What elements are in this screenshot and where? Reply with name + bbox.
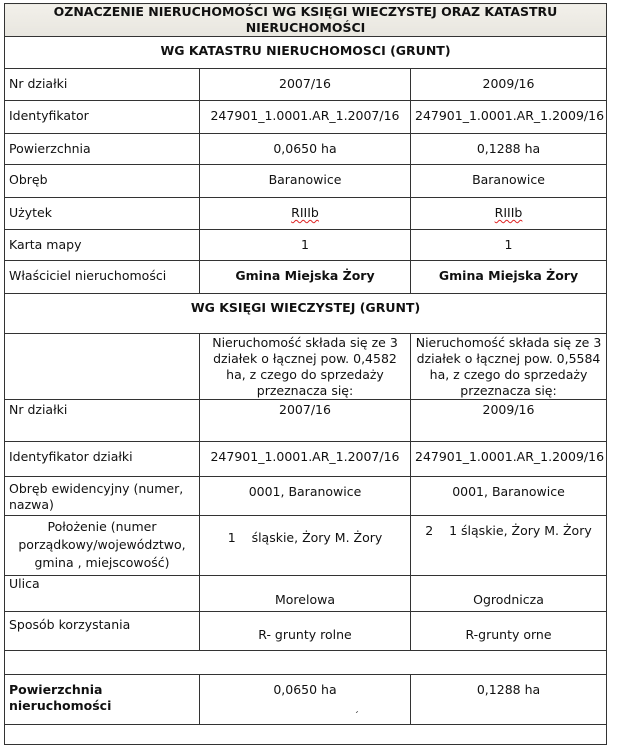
row-label: Identyfikator działki: [5, 442, 200, 477]
document-title: OZNACZENIE NIERUCHOMOŚCI WG KSIĘGI WIECZYSTEJ ORAZ KATASTRU NIERUCHOMOŚCI: [5, 4, 607, 37]
row-value-2: [411, 198, 607, 230]
description-value-2: Nieruchomość składa się ze 3 działek o łącznej pow. 0,5584 ha, z czego do sprzedaży przeznacza się:: [411, 334, 607, 400]
row-value-2: 0,1288 ha: [411, 675, 607, 725]
row-label: Obręb: [5, 165, 200, 198]
row-label: Nr działki: [5, 69, 200, 101]
row-label: Powierzchnia: [5, 134, 200, 165]
empty-cell: [5, 725, 607, 745]
row-value-2: 247901_1.0001.AR_1.2009/16: [411, 101, 607, 134]
row-value-2: 1: [411, 230, 607, 261]
row-label: Powierzchnia nieruchomości: [5, 675, 200, 725]
table-row: [5, 101, 607, 134]
row-value-1: 2007/16: [200, 400, 411, 442]
row-label: [5, 334, 200, 400]
table-row: [5, 442, 607, 477]
title-row: [5, 4, 607, 37]
row-value-1: 1: [200, 230, 411, 261]
description-row: [5, 334, 607, 400]
cutoff-accent-mark: ´: [354, 711, 359, 722]
row-value-1: Baranowice: [200, 165, 411, 198]
row-value-1: 0001, Baranowice: [200, 477, 411, 516]
empty-cell: [5, 651, 607, 675]
table-row: [5, 69, 607, 101]
spacer-row: [5, 651, 607, 675]
row-value-1: 1 śląskie, Żory M. Żory: [200, 516, 411, 576]
table-row: [5, 477, 607, 516]
property-table: [4, 3, 607, 745]
row-label: Użytek: [5, 198, 200, 230]
row-value-2: 0001, Baranowice: [411, 477, 607, 516]
table-row: [5, 230, 607, 261]
row-value-2: R-grunty orne: [411, 612, 607, 651]
table-row: [5, 261, 607, 294]
total-area-row: [5, 675, 607, 725]
table-row: [5, 134, 607, 165]
row-value-2: 2009/16: [411, 400, 607, 442]
row-label: Nr działki: [5, 400, 200, 442]
row-value-1: R- grunty rolne: [200, 612, 411, 651]
row-value-2: Ogrodnicza: [411, 576, 607, 612]
row-value-2: 0,1288 ha: [411, 134, 607, 165]
row-label: Obręb ewidencyjny (numer, nazwa): [5, 477, 200, 516]
row-label: Ulica: [5, 576, 200, 612]
row-label: Identyfikator: [5, 101, 200, 134]
row-value-1: Morelowa: [200, 576, 411, 612]
table-row: [5, 400, 607, 442]
spellcheck-underlined-text: RIIIb: [291, 205, 319, 220]
table-row: [5, 165, 607, 198]
table-row: [5, 576, 607, 612]
row-label: Właściciel nieruchomości: [5, 261, 200, 294]
section-heading-cadastre: WG KATASTRU NIERUCHOMOSCI (GRUNT): [5, 37, 607, 69]
section-heading-land-register: WG KSIĘGI WIECZYSTEJ (GRUNT): [5, 294, 607, 334]
section-heading-row: [5, 294, 607, 334]
row-value-1: [200, 198, 411, 230]
row-value-1: 2007/16: [200, 69, 411, 101]
row-value-2: 2009/16: [411, 69, 607, 101]
row-label: Sposób korzystania: [5, 612, 200, 651]
row-value-2: 247901_1.0001.AR_1.2009/16: [411, 442, 607, 477]
row-label: Położenie (numer porządkowy/województwo, gmina , miejscowość): [5, 516, 200, 576]
row-value-1: Gmina Miejska Żory: [200, 261, 411, 294]
row-value-2: 2 1 śląskie, Żory M. Żory: [411, 516, 607, 576]
spellcheck-underlined-text: RIIIb: [494, 205, 523, 220]
row-value-2: Baranowice: [411, 165, 607, 198]
description-value-1: Nieruchomość składa się ze 3 działek o łącznej pow. 0,4582 ha, z czego do sprzedaży przeznacza się:: [200, 334, 411, 400]
row-value-2: Gmina Miejska Żory: [411, 261, 607, 294]
table-row: [5, 612, 607, 651]
table-row: [5, 198, 607, 230]
cutoff-row: [5, 725, 607, 745]
row-value-1: 0,0650 ha: [200, 675, 411, 725]
row-value-1: 247901_1.0001.AR_1.2007/16: [200, 101, 411, 134]
row-label: Karta mapy: [5, 230, 200, 261]
row-value-1: 0,0650 ha: [200, 134, 411, 165]
section-heading-row: [5, 37, 607, 69]
table-row: [5, 516, 607, 576]
row-value-1: 247901_1.0001.AR_1.2007/16: [200, 442, 411, 477]
